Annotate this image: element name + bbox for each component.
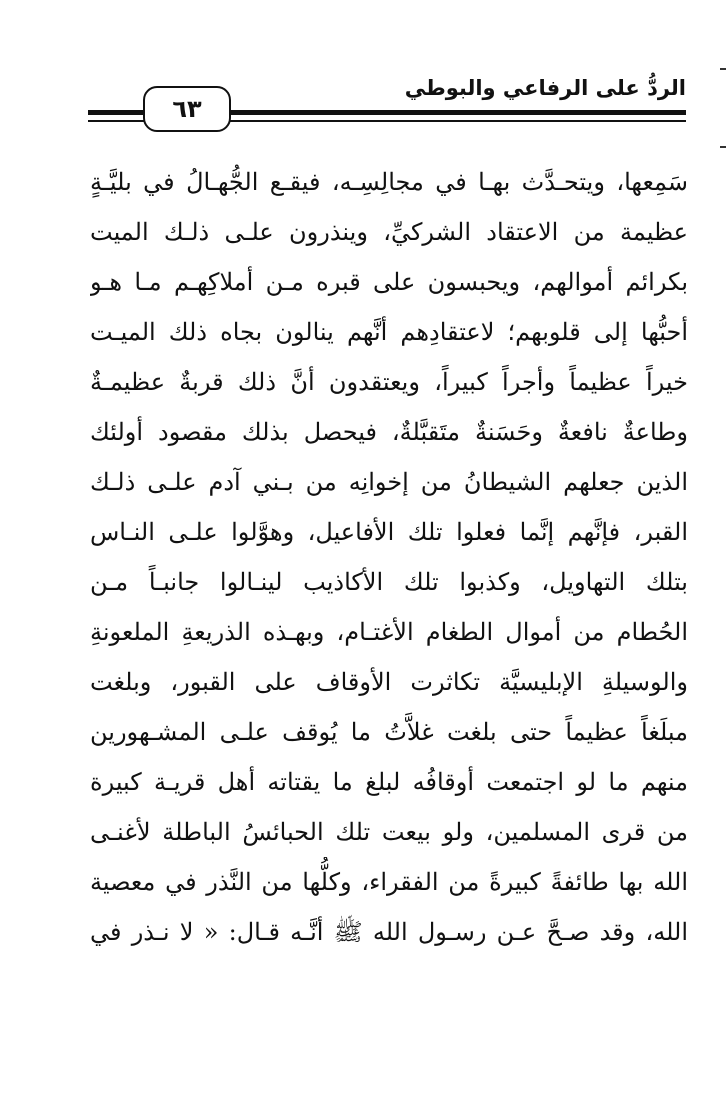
scan-edge-mark bbox=[720, 146, 726, 148]
text-line: الله، وقد صـحَّ عـن رسـول الله ﷺ أنَّـه قـال: « لا نـذر في bbox=[90, 918, 688, 946]
text-line: مبلَغاً عظيماً حتى بلغت غلاَّتُ ما يُوقف علـى المشـهورين bbox=[90, 718, 688, 746]
text-line: القبر، فإنَّهم إنَّما فعلوا تلك الأفاعيل، وهوَّلوا علـى النـاس bbox=[90, 518, 688, 546]
body-text bbox=[90, 157, 688, 957]
text-line: بتلك التهاويل، وكذبوا تلك الأكاذيب لينـالوا جانبـاً مـن bbox=[90, 568, 688, 596]
text-line: وطاعةٌ نافعةٌ وحَسَنةٌ متَقبَّلةٌ، فيحصل بذلك مقصود أولئك bbox=[90, 418, 688, 446]
text-line: منهم ما لو اجتمعت أوقافُه لبلغ ما يقتاته أهل قريـة كبيرة bbox=[90, 768, 688, 796]
text-line: بكرائم أموالهم، ويحبسون على قبره مـن أملاكِهـم مـا هـو bbox=[90, 268, 688, 296]
text-line: خيراً عظيماً وأجراً كبيراً، ويعتقدون أنَّ ذلك قربةٌ عظيمـةٌ bbox=[90, 368, 688, 396]
page-number-box bbox=[143, 86, 231, 132]
text-line: عظيمة من الاعتقاد الشركيِّ، وينذرون علـى ذلـك الميت bbox=[90, 218, 688, 246]
text-line: والوسيلةِ الإبليسيَّة تكاثرت الأوقاف على القبور، وبلغت bbox=[90, 668, 688, 696]
page-number: ٦٣ bbox=[172, 95, 202, 123]
text-line: الله بها طائفةً كبيرةً من الفقراء، وكلُّها من النَّذر في معصية bbox=[90, 868, 688, 896]
scan-edge-mark bbox=[720, 68, 726, 70]
text-line: الذين جعلهم الشيطانُ من إخوانِه من بـني آدم علـى ذلـك bbox=[90, 468, 688, 496]
text-line: سَمِعها، ويتحـدَّث بهـا في مجالِسِـه، فيقـع الجُّهـالُ في بليَّـةٍ bbox=[90, 168, 688, 196]
running-title: الردُّ على الرفاعي والبوطي bbox=[404, 76, 686, 100]
page-header bbox=[88, 70, 686, 140]
text-line: أحبُّها إلى قلوبهم؛ لاعتقادِهم أنَّهم ينالون بجاه ذلك الميـت bbox=[90, 318, 688, 346]
text-line: الحُطام من أموال الطغام الأغتـام، وبهـذه الذريعةِ الملعونةِ bbox=[90, 618, 688, 646]
text-line: من قرى المسلمين، ولو بيعت تلك الحبائسُ الباطلة لأغنـى bbox=[90, 818, 688, 846]
